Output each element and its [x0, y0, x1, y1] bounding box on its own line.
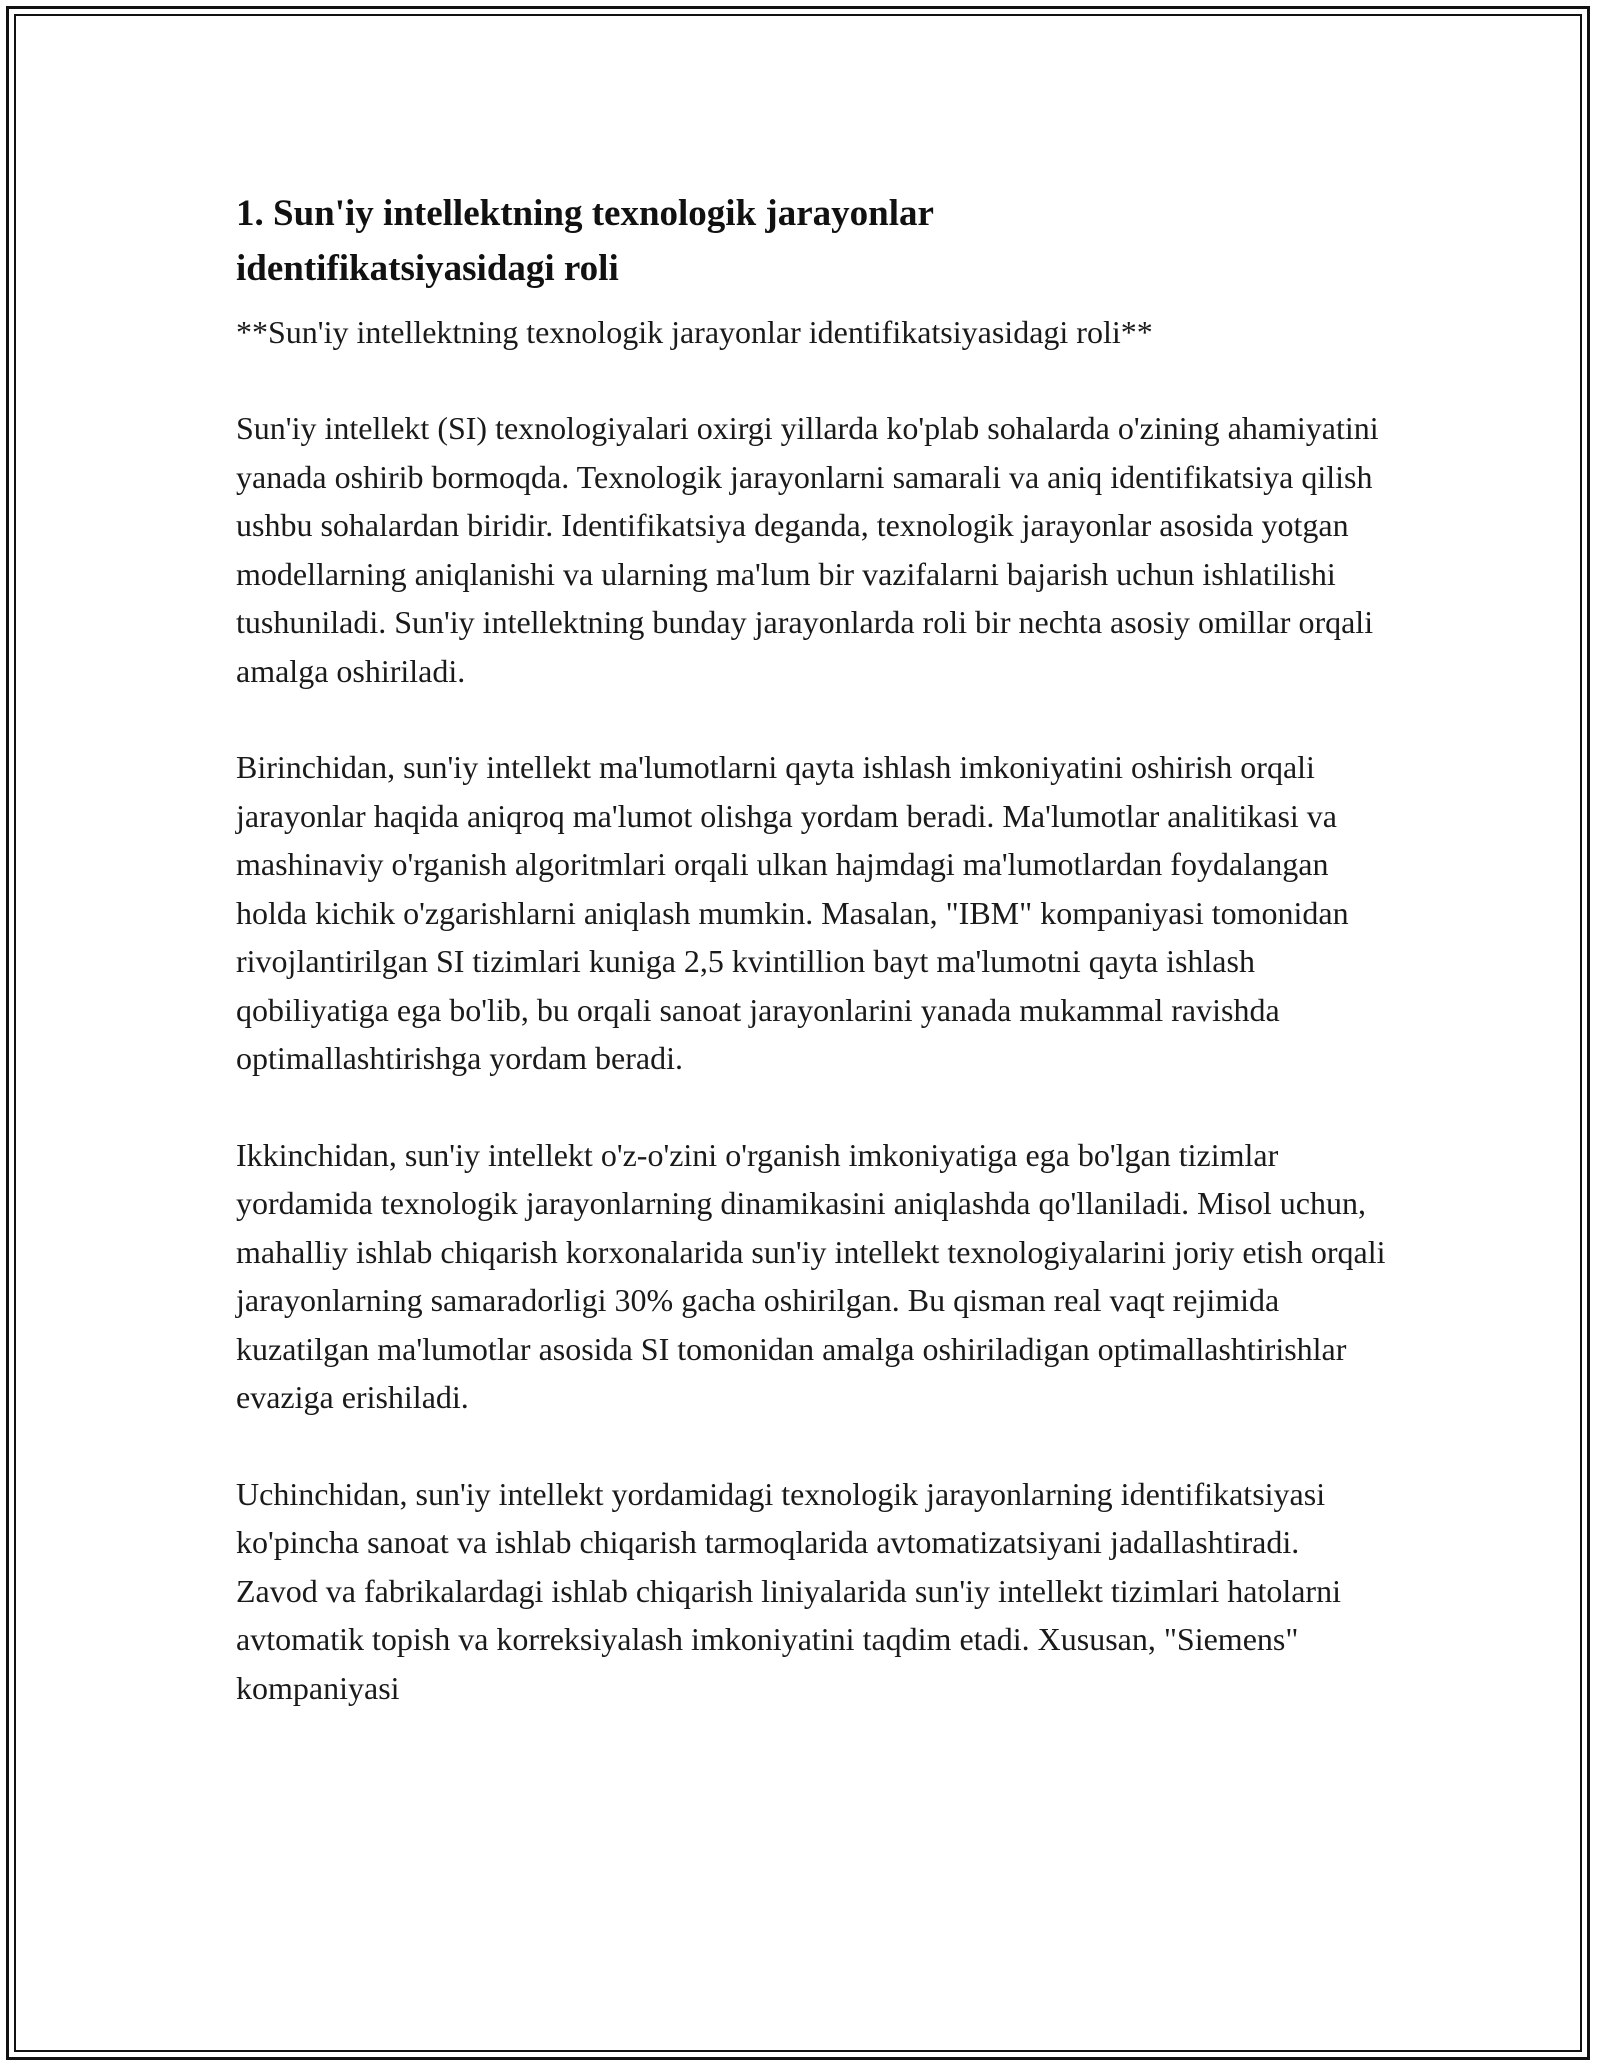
section-subtitle: **Sun'iy intellektning texnologik jarayonlar identifikatsiyasidagi roli**	[236, 314, 1153, 350]
section-heading: 1. Sun'iy intellektning texnologik jarayonlar identifikatsiyasidagi roli	[236, 193, 934, 289]
paragraph-second-point: Ikkinchidan, sun'iy intellekt o'z-o'zini o'rganish imkoniyatiga ega bo'lgan tizimlar yordamida texnologik jarayonlarning dinamikasini aniqlashda qo'llaniladi. Misol uchun, mahalliy ishlab chiqarish korxonalarida sun'iy intellekt texnologiyalarini joriy etish orqali jarayonlarning samaradorligi 30% gacha oshirilgan. Bu qisman real vaqt rejimida kuzatilgan ma'lumotlar asosida SI tomonidan amalga oshiriladigan optimallashtirishlar evaziga erishiladi.	[236, 1136, 1386, 1415]
paragraph-intro: Sun'iy intellekt (SI) texnologiyalari oxirgi yillarda ko'plab sohalarda o'zining ahamiyatini yanada oshirib bormoqda. Texnologik jarayonlarni samarali va aniq identifikatsiya qilish ushbu sohalardan biridir. Identifikatsiya deganda, texnologik jarayonlar asosida yotgan modellarning aniqlanishi va ularning ma'lum bir vazifalarni bajarish uchun ishlatilishi tushuniladi. Sun'iy intellektning bunday jarayonlarda roli bir nechta asosiy omillar orqali amalga oshiriladi.	[236, 410, 1379, 689]
paragraph-first-point: Birinchidan, sun'iy intellekt ma'lumotlarni qayta ishlash imkoniyatini oshirish orqali jarayonlar haqida aniqroq ma'lumot olishga yordam beradi. Ma'lumotlar analitikasi va mashinaviy o'rganish algoritmlari orqali ulkan hajmdagi ma'lumotlardan foydalangan holda kichik o'zgarishlarni aniqlash mumkin. Masalan, "IBM" kompaniyasi tomonidan rivojlantirilgan SI tizimlari kuniga 2,5 kvintillion bayt ma'lumotni qayta ishlash qobiliyatiga ega bo'lib, bu orqali sanoat jarayonlarini yanada mukammal ravishda optimallashtirishga yordam beradi.	[236, 749, 1349, 1076]
document-body	[236, 186, 1386, 1760]
paragraph-third-point: Uchinchidan, sun'iy intellekt yordamidagi texnologik jarayonlarning identifikatsiyasi ko'pincha sanoat va ishlab chiqarish tarmoqlarida avtomatizatsiyani jadallashtiradi. Zavod va fabrikalardagi ishlab chiqarish liniyalarida sun'iy intellekt tizimlari hatolarni avtomatik topish va korreksiyalash imkoniyatini taqdim etadi. Xususan, "Siemens" kompaniyasi	[236, 1475, 1341, 1706]
